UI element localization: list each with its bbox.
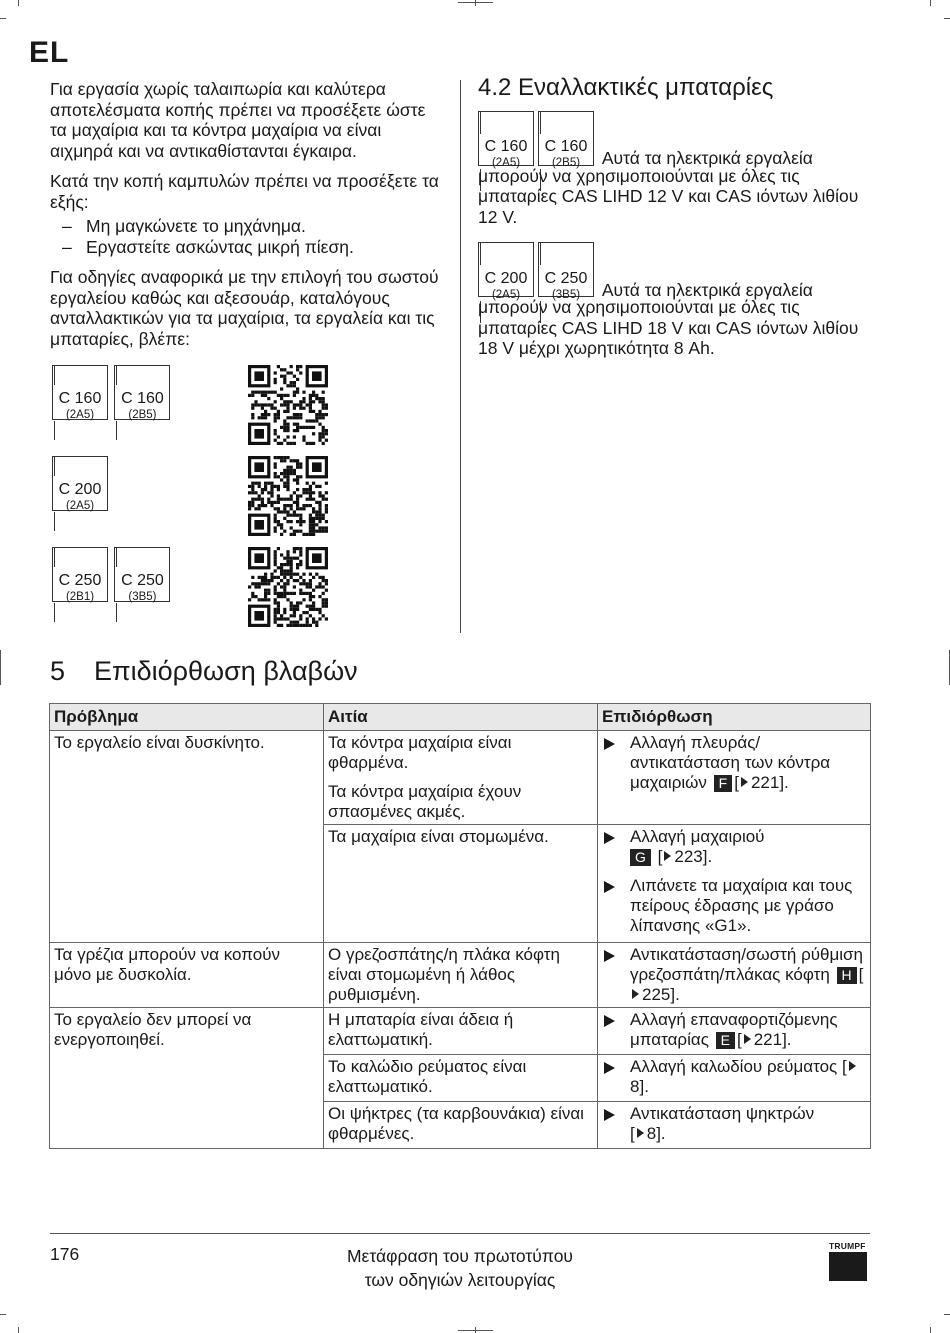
remedy-cell [598,1008,871,1055]
table-row [50,1008,871,1055]
troubleshooting-table [49,703,871,1149]
alt-group-18v [478,242,878,359]
cause-text: Τα κόντρα μαχαίρια έχουν σπασμένες ακμές. [328,782,522,821]
column-header: Επιδιόρθωση [598,704,871,731]
play-triangle-icon [604,881,615,893]
problem-cell: Το εργαλείο είναι δυσκίνητο. [50,731,324,943]
remedy-item: Αντικατάσταση/σωστή ρύθμιση γρεζοσπάτη/πλάκας κόφτη H [225]. [602,945,866,1005]
play-triangle-icon [604,1015,615,1027]
cause-cell: Οι ψήκτρες (τα καρβουνάκια) είναι φθαρμένες. [324,1102,598,1149]
qr-code-icon[interactable] [248,456,328,536]
remedy-item: Αλλαγή καλωδίου ρεύματος [8]. [602,1057,866,1097]
page-number: 176 [50,1244,80,1264]
table-row [50,731,871,825]
left-column [50,79,442,359]
page-ref-link[interactable]: 221 [753,1030,783,1049]
figure-key-badge: E [716,1032,735,1049]
problem-cell: Τα γρέζια μπορούν να κοπούν μόνο με δυσκολία. [50,943,324,1008]
figure-key-badge: G [630,849,651,866]
cause-text: Τα κόντρα μαχαίρια είναι φθαρμένα. [328,733,512,772]
alt-lead-text: Αυτά τα ηλεκτρικά εργαλεία [601,148,813,168]
play-triangle-icon [604,1109,615,1121]
remedy-cell [598,1055,871,1102]
model-box: C 160 (2A5) [478,111,534,166]
remedy-cell [598,1102,871,1149]
footer-caption: Μετάφραση του πρωτοτύπου των οδηγιών λειτουργίας [346,1246,573,1290]
figure-key-badge: H [837,967,857,984]
alt-lead-text: Αυτά τα ηλεκτρικά εργαλεία [601,279,813,300]
page-ref-icon [744,1034,751,1044]
play-triangle-icon [604,950,615,962]
page-ref-link[interactable]: 221 [750,773,780,792]
cause-cell: Ο γρεζοσπάτης/η πλάκα κόφτη είναι στομωμένη ή λάθος ρυθμισμένη. [324,943,598,1008]
page-ref-icon [637,1128,644,1138]
remedy-item: Λιπάνετε τα μαχαίρια και τους πείρους έδρασης με γράσο λίπανσης «G1». [602,876,866,936]
alt-batteries-heading: 4.2 Εναλλακτικές μπαταρίες [478,74,774,101]
model-box: C 160 (2B5) [538,111,594,166]
alt-text-18v: μπορούν να χρησιμοποιούνται με όλες τις μπαταρίες CAS LIHD 18 V και CAS ιόντων λιθίου 18 V μέχρι χωρητικότητα 8 Ah. [478,297,859,358]
page-ref-icon [741,777,748,787]
list-item: – Εργαστείτε ασκώντας μικρή πίεση. [62,236,354,257]
table-row [50,943,871,1008]
section-number: 5 [50,656,66,686]
column-header: Πρόβλημα [50,704,324,731]
column-divider [460,80,461,633]
problem-cell: Το εργαλείο δεν μπορεί να ενεργοποιηθεί. [50,1008,324,1149]
remedy-item: Αλλαγή πλευράς/αντικατάσταση των κόντρα μαχαιριών F [ 221]. [602,733,866,793]
page-ref-link[interactable]: 8 [646,1124,657,1143]
language-code: EL [29,36,70,69]
right-column [478,74,878,359]
remedy-item: Αλλαγή επαναφορτιζόμενης μπαταρίας E [ 221]. [602,1010,866,1050]
cause-cell: Τα μαχαίρια είναι στομωμένα. [324,825,598,943]
play-triangle-icon [604,832,615,844]
qr-code-icon[interactable] [248,547,328,627]
paragraph-references: Για οδηγίες αναφορικά με την επιλογή του σωστού εργαλείου καθώς και αξεσουάρ, καταλόγους ανταλλακτικών για τα μαχαίρια, τα εργαλεία και τις μπαταρίες, βλέπε: [50,267,439,349]
remedy-cell [598,943,871,1008]
column-header: Αιτία [324,704,598,731]
list-item: – Μη μαγκώνετε το μηχάνημα. [62,216,306,236]
model-box: C 250 (2B1) [52,547,108,602]
page-ref-icon [849,1061,856,1071]
figure-key-badge: F [714,775,733,792]
alt-group-12v [478,111,878,228]
page-ref-link[interactable]: 8 [630,1077,640,1096]
remedy-cell [598,825,871,943]
model-box: C 250 (3B5) [114,547,170,602]
alt-text-12v: μπορούν να χρησιμοποιούνται με όλες τις μπαταρίες CAS LIHD 12 V και CAS ιόντων λιθίου 12 V. [478,165,859,227]
model-box: C 200 (2A5) [52,456,108,511]
curves-list [50,216,442,257]
logo-block [829,1252,867,1281]
cause-cell [324,731,598,825]
play-triangle-icon [604,738,615,750]
cause-cell: Η μπαταρία είναι άδεια ή ελαττωματική. [324,1008,598,1055]
page-ref-icon [664,851,671,861]
model-group-c250 [52,547,170,602]
footer-divider [50,1233,870,1234]
play-triangle-icon [604,1062,615,1074]
model-box: C 200 (2A5) [478,242,534,297]
page-ref-icon [632,989,639,999]
cause-cell: Το καλώδιο ρεύματος είναι ελαττωματικό. [324,1055,598,1102]
model-box: C 160 (2B5) [114,365,170,420]
paragraph-curves: Κατά την κοπή καμπυλών πρέπει να προσέξετε τα εξής: [50,171,439,212]
qr-code-icon[interactable] [248,365,328,445]
remedy-item: Αντικατάσταση ψηκτρών [ 8]. [602,1104,866,1144]
model-box: C 160 (2A5) [52,365,108,420]
model-box: C 250 (3B5) [538,242,594,297]
paragraph-maintenance: Για εργασία χωρίς ταλαιπωρία και καλύτερα αποτελέσματα κοπής πρέπει να προσέξετε ώστε τα μαχαίρια και τα κόντρα μαχαίρια να είναι αιχμηρά και να αντικαθίστανται έγκαιρα. [50,79,426,161]
section-title: Επιδιόρθωση βλαβών [94,656,358,686]
section-heading [50,656,358,687]
model-group-c160 [52,365,170,420]
remedy-item: Αλλαγή μαχαιριού G [ 223]. [602,827,866,867]
page-ref-link[interactable]: 223 [674,847,703,866]
table-header-row [50,704,871,731]
page-ref-link[interactable]: 225 [642,985,671,1004]
model-group-c200 [52,456,108,511]
remedy-cell [598,731,871,825]
trumpf-logo: TRUMPF [829,1242,867,1281]
